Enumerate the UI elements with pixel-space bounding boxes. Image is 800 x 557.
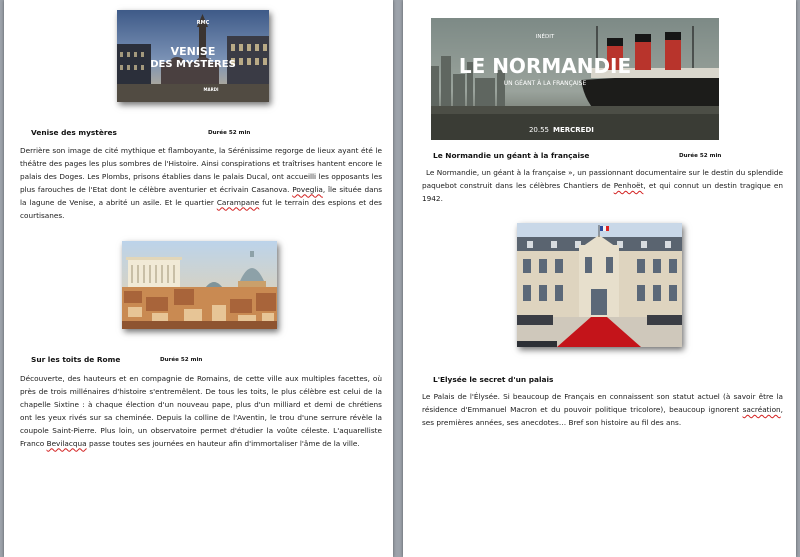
normandie-image-time: 20.55 bbox=[528, 126, 549, 134]
text-run: passe toutes ses journées en hauteur afin d'immortaliser l'âme de la ville. bbox=[86, 438, 360, 448]
rome-title: Sur les toits de Rome bbox=[31, 355, 121, 364]
venise-duration: Durée 52 min bbox=[208, 130, 251, 136]
elysee-photo bbox=[517, 223, 682, 347]
text-run: Le Palais de l'Élysée. Si beaucoup de Français en connaissent son statut actuel (à savoir être la résidence d'Emmanuel Macron et du pouvoir politique tricolore), beaucoup ignorent bbox=[422, 392, 783, 414]
venise-photo bbox=[117, 10, 269, 102]
rome-paragraph bbox=[20, 373, 382, 450]
venise-paragraph bbox=[20, 145, 382, 222]
normandie-image bbox=[431, 18, 719, 140]
elysee-image bbox=[517, 223, 682, 347]
document-page-right bbox=[403, 0, 796, 557]
venise-image-title2: DES MYSTÈRES bbox=[150, 59, 236, 70]
text-run: , et qui connut un destin tragique en 1942. bbox=[422, 180, 783, 203]
normandie-duration: Durée 52 min bbox=[679, 153, 722, 159]
normandie-badge: INÉDIT bbox=[535, 34, 555, 40]
venise-image bbox=[117, 10, 269, 102]
rome-duration: Durée 52 min bbox=[160, 357, 203, 363]
text-run: Découverte, des hauteurs et en compagnie de Romains, de cette ville aux multiples facettes, où près de trois millénaires d'histoire s'entremêlent. De tous les toits, le plus célèbre est celui de la chapelle Sixtine : à chaque élection d'un nouveau pape, plus d'un milliard et demi de chrétiens ont les yeux rivés sur sa cheminée. Depuis la colline de l'Aventin, le trou d'une serrure révèle la coupole Saint-Pierre. Plus loin, un observatoire permet d'étudier la voûte céleste. L'aquarelliste Franco bbox=[20, 374, 382, 448]
normandie-paragraph bbox=[422, 167, 783, 206]
venise-channel-logo: RMC bbox=[196, 20, 210, 26]
rome-image bbox=[122, 241, 277, 329]
rome-photo bbox=[122, 241, 277, 329]
misspelled-word: Poveglia bbox=[292, 184, 323, 194]
text-run: , île située dans la lagune de Venise, a abrité un asile. Et le quartier bbox=[20, 184, 382, 207]
normandie-photo bbox=[431, 18, 719, 140]
text-run: Derrière son image de cité mythique et flamboyante, la Sérénissime regorge de lieux ayant été le théâtre des pages les plus sombres de l'Histoire. Ainsi conspirations et traîtrises hantent encore le palais des Doges. Les Plombs, prisons établies dans le palais Ducal, ont accueilli les opposants les plus farouches de l'Etat dont le célèbre aventurier et écrivain Casanova. bbox=[20, 146, 382, 194]
normandie-image-day: MERCREDI bbox=[553, 126, 594, 134]
document-page-left bbox=[4, 0, 393, 557]
venise-image-day: MARDI bbox=[203, 87, 219, 92]
misspelled-word: Bevilacqua bbox=[46, 438, 87, 448]
misspelled-word: sacréation bbox=[742, 404, 781, 414]
normandie-image-subtitle: UN GÉANT À LA FRANÇAISE bbox=[503, 80, 587, 87]
elysee-title: L'Elysée le secret d'un palais bbox=[433, 375, 554, 384]
misspelled-word: Penhoët bbox=[613, 180, 644, 190]
text-run: , ses premières années, ses anecdotes… Bref son histoire au fil des ans. bbox=[422, 404, 783, 427]
venise-image-title1: VENISE bbox=[170, 45, 216, 58]
normandie-image-title: LE NORMANDIE bbox=[458, 54, 632, 78]
venise-title: Venise des mystères bbox=[31, 128, 117, 137]
text-run: Le Normandie, un géant à la française », un passionnant documentaire sur le destin du splendide paquebot construit dans les célèbres Chantiers de bbox=[422, 168, 783, 190]
normandie-title: Le Normandie un géant à la française bbox=[433, 151, 590, 160]
elysee-paragraph bbox=[422, 391, 783, 430]
misspelled-word: Carampane bbox=[216, 197, 260, 207]
text-run: fut le terrain des espions et des courtisanes. bbox=[20, 197, 382, 220]
